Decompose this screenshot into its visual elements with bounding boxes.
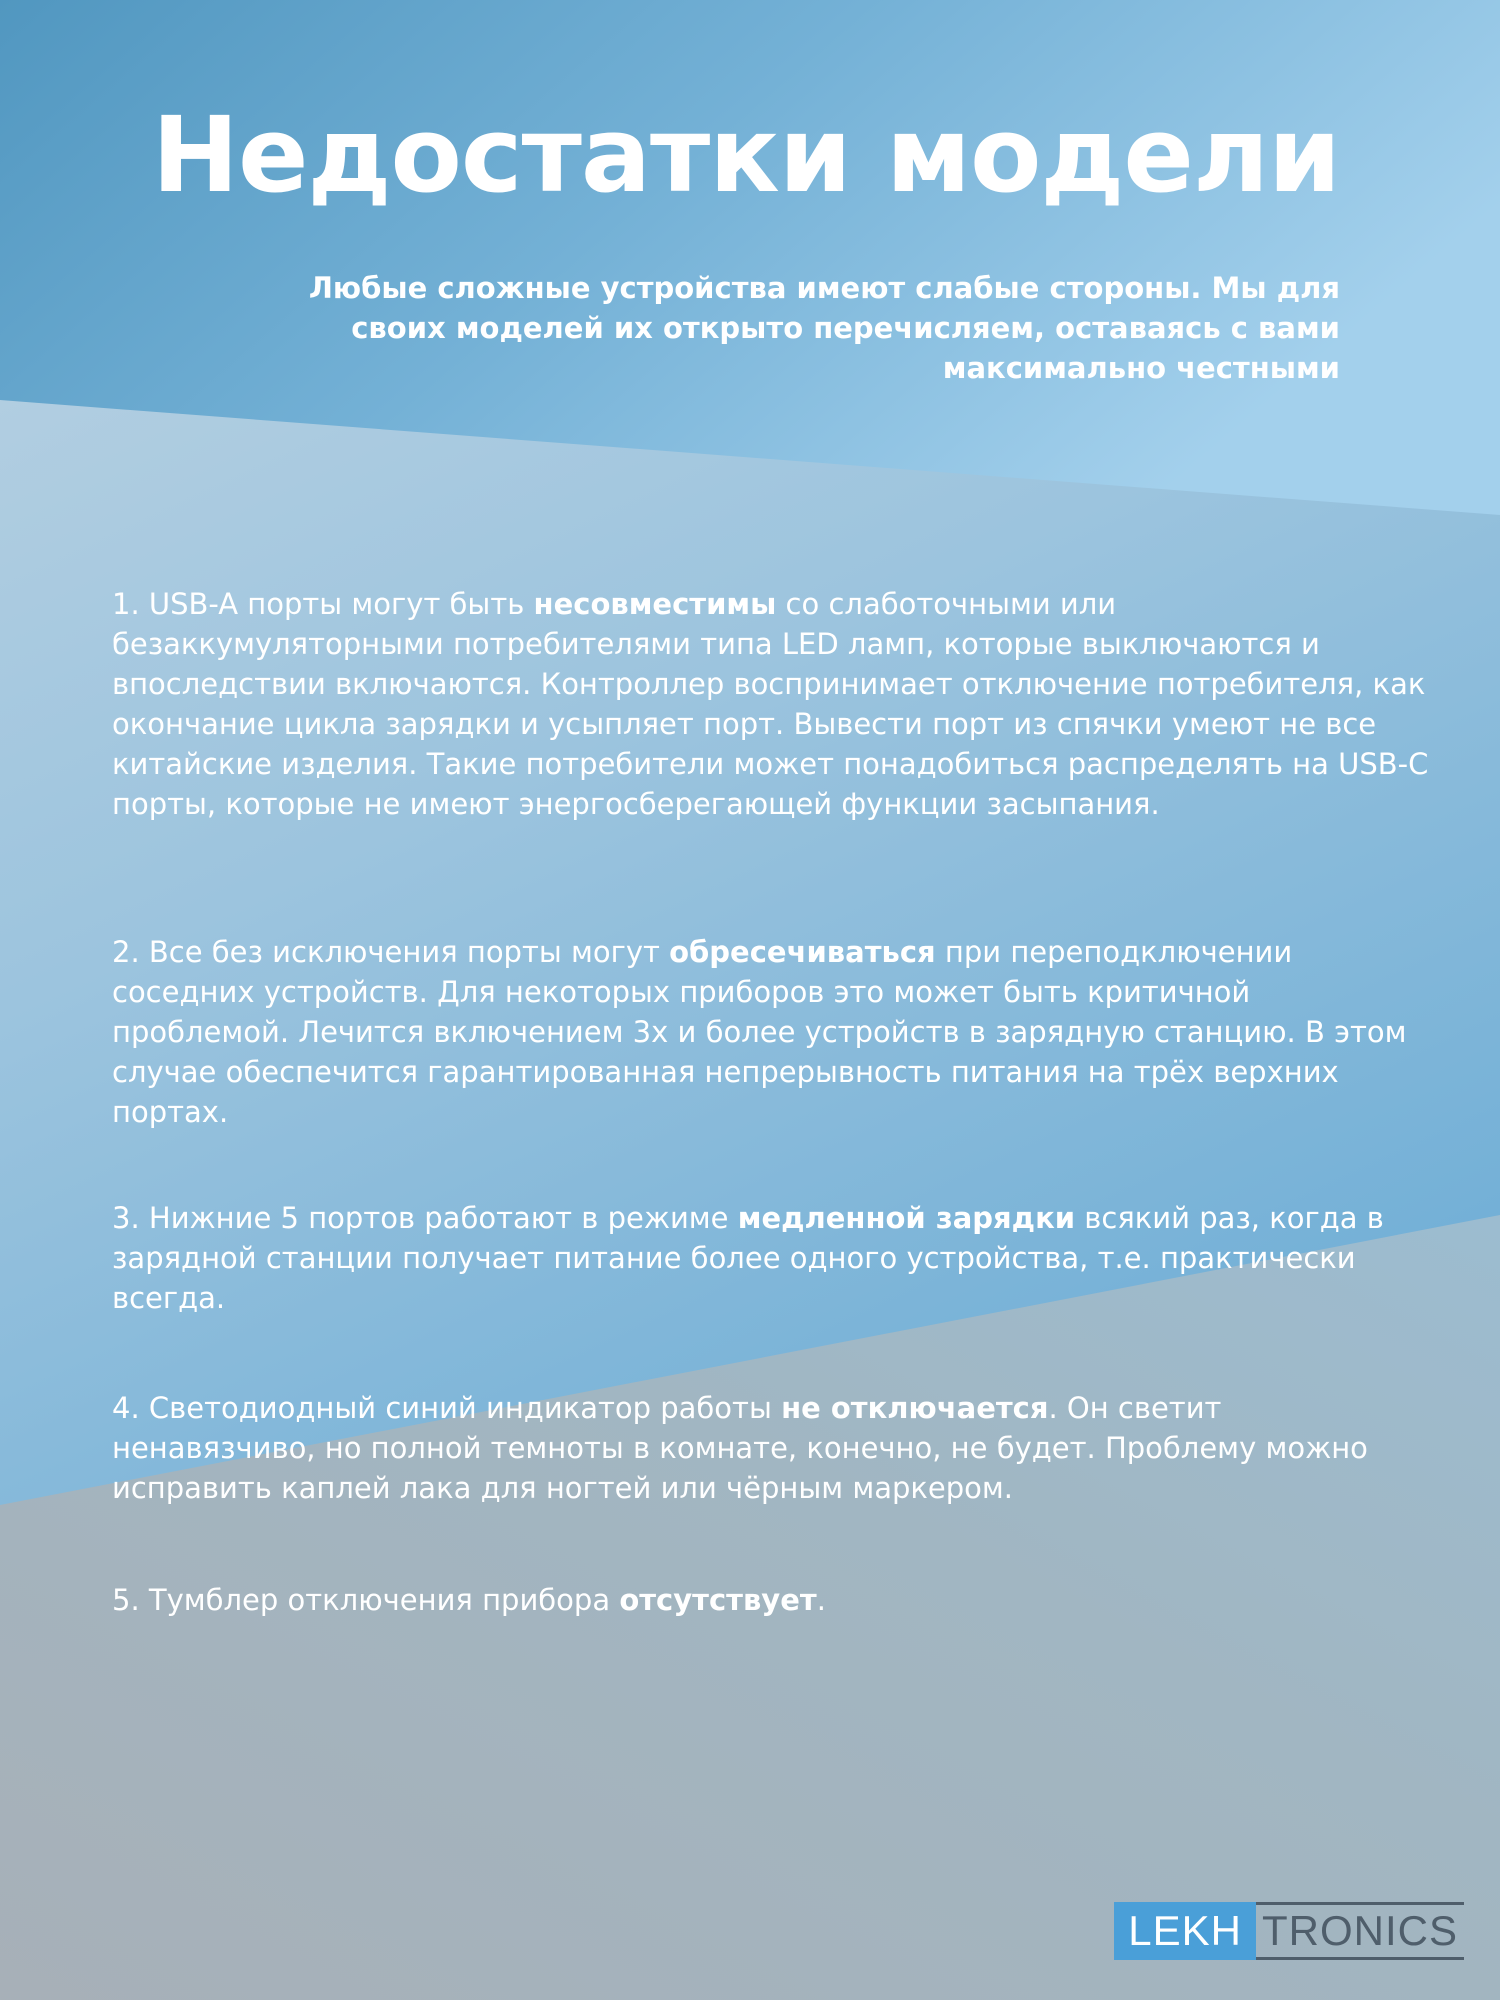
logo-right-text: TRONICS bbox=[1256, 1902, 1464, 1960]
list-item-text: 3. Нижние 5 портов работают в режиме bbox=[112, 1201, 738, 1235]
list-item bbox=[112, 932, 1432, 1132]
list-item-highlight: не отключается bbox=[781, 1391, 1049, 1425]
list-item bbox=[112, 1580, 1432, 1620]
list-item-text: 5. Тумблер отключения прибора bbox=[112, 1583, 620, 1617]
list-item-text: . Он светит ненавязчиво, но полной темноты в комнате, конечно, не будет. Проблему можно исправить каплей лака для ногтей или чёрным маркером. bbox=[112, 1391, 1368, 1505]
list-item-text: . bbox=[816, 1583, 826, 1617]
list-item-text: 2. Все без исключения порты могут bbox=[112, 935, 670, 969]
list-item-highlight: несовместимы bbox=[533, 587, 777, 621]
list-item bbox=[112, 584, 1432, 824]
list-item-text: 4. Светодиодный синий индикатор работы bbox=[112, 1391, 782, 1425]
list-item-highlight: отсутствует bbox=[619, 1583, 817, 1617]
logo-left-text: LEKH bbox=[1114, 1902, 1256, 1960]
list-item-highlight: медленной зарядки bbox=[737, 1201, 1076, 1235]
page-title: Недостатки модели bbox=[151, 94, 1340, 216]
list-item-text: всякий раз, когда в зарядной станции получает питание более одного устройства, т.е. практически всегда. bbox=[112, 1201, 1384, 1315]
brand-logo bbox=[1114, 1902, 1464, 1960]
list-item-text: со слаботочными или безаккумуляторными потребителями типа LED ламп, которые выключаются и впоследствии включаются. Контроллер воспринимает отключение потребителя, как окончание цикла зарядки и усыпляет порт. Вывести порт из спячки умеют не все китайские изделия. Такие потребители может понадобиться распределять на USB-C порты, которые не имеют энергосберегающей функции засыпания. bbox=[112, 587, 1429, 821]
list-item bbox=[112, 1388, 1432, 1508]
list-item-highlight: обресечиваться bbox=[669, 935, 936, 969]
page-subtitle: Любые сложные устройства имеют слабые стороны. Мы для своих моделей их открыто перечисляем, оставаясь с вами максимально честными bbox=[308, 271, 1340, 385]
list-item-text: 1. USB-A порты могут быть bbox=[112, 587, 534, 621]
list-item-text: при переподключении соседних устройств. Для некоторых приборов это может быть критичной проблемой. Лечится включением 3х и более устройств в зарядную станцию. В этом случае обеспечится гарантированная непрерывность питания на трёх верхних портах. bbox=[112, 935, 1407, 1129]
list-item bbox=[112, 1198, 1432, 1318]
